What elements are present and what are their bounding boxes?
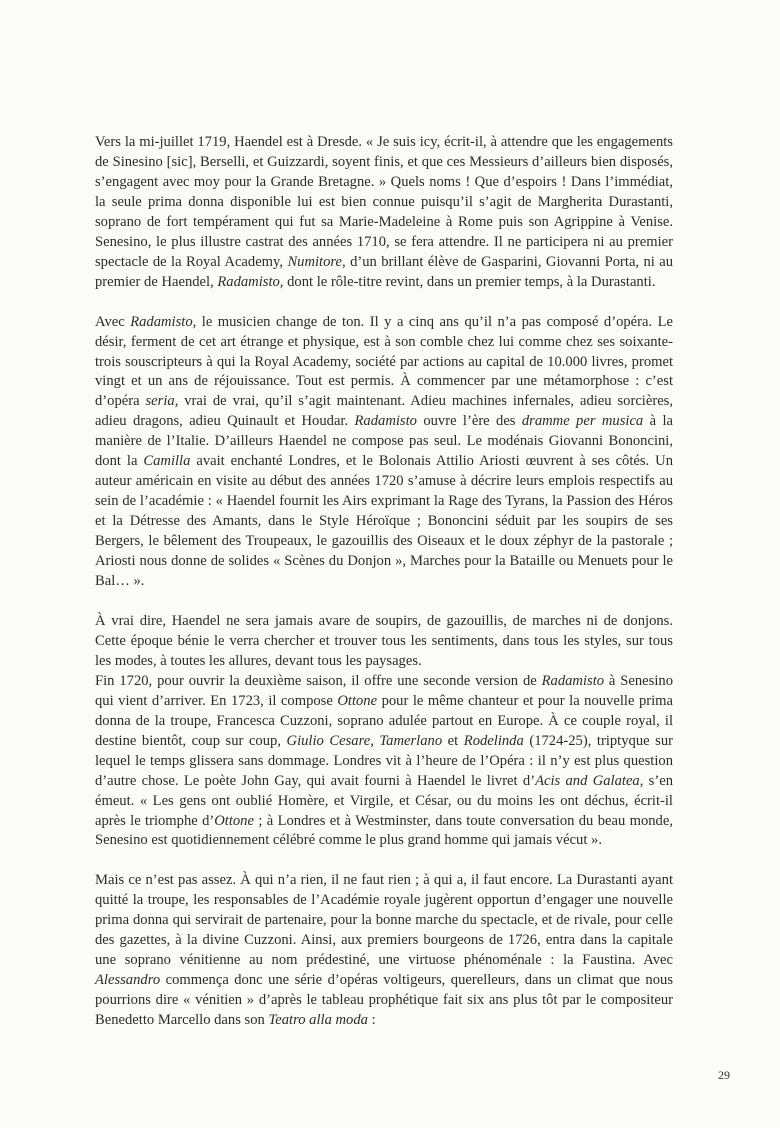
page-number: 29 [718, 1068, 730, 1082]
text-run: : [367, 1012, 376, 1029]
italic-title: dramme per musica [521, 413, 644, 430]
paragraph-p2 [95, 313, 673, 592]
text-run: Avec [95, 313, 131, 330]
italic-title: Teatro alla moda [268, 1012, 368, 1029]
text-run: Mais ce n’est pas assez. À qui n’a rien, il ne faut rien ; à qui a, il faut encore. La Durastanti ayant quitté la troupe, les responsables de l’Académie royale jugèrent opportun d’engager une nouvelle prima donna qui servirait de partenaire, pour la bonne marche du spectacle, et de rivale, pour celle des gazettes, à la divine Cuzzoni. Ainsi, aux premiers bourgeons de 1726, entra dans la capitale une soprano vénitienne au nom prédestiné, une virtuose phénoménale : la Faustina. Avec [95, 872, 673, 969]
text-run: d’un brillant élève de Gasparini, Giovanni Porta, ni au premier de Haendel, [95, 253, 673, 290]
italic-title: Alessandro [95, 972, 161, 989]
italic-title: Ottone [214, 812, 254, 829]
italic-title: Radamisto, [130, 313, 197, 330]
italic-title: Ottone [337, 692, 378, 709]
text-run: vrai de vrai, qu’il s’agit maintenant. Adieu machines infernales, adieu sorcières, adieu dragons, adieu Quinault et Houdar. [95, 393, 674, 430]
text-run: (1724-25), triptyque sur lequel le temps glissera sans dommage. Londres vit à l’heure de l’Opéra : il n’y est plus question d’autre chose. Le poète John Gay, qui avait fourni à Haendel le livret d’ [95, 732, 673, 789]
text-run: Fin 1720, pour ouvrir la deuxième saison, il offre une seconde version de [95, 672, 542, 689]
italic-title: Radamisto [541, 672, 605, 689]
text-run: ; à Londres et à Westminster, dans toute conversation du beau monde, Senesino est quotidiennement célébré comme le plus grand homme qui jamais vécut ». [95, 812, 673, 849]
italic-title: seria, [145, 393, 179, 410]
italic-title: Giulio Cesare, Tamerlano [286, 732, 443, 749]
italic-title: Acis and Galatea, [535, 772, 644, 789]
paragraph-p4 [95, 672, 673, 852]
italic-title: Radamisto, [217, 273, 284, 290]
italic-title: Camilla [143, 453, 191, 470]
text-run: dont le rôle-titre revint, dans un premier temps, à la Durastanti. [283, 273, 656, 290]
text-run: commença donc une série d’opéras voltigeurs, querelleurs, dans un climat que nous pourrions dire « vénitien » d’après le tableau prophétique fait six ans plus tôt par le compositeur Benedetto Marcello dans son [95, 972, 673, 1029]
text-run: et [442, 732, 464, 749]
body-text [95, 133, 673, 1031]
paragraph-p1 [95, 133, 673, 293]
italic-title: Numitore, [287, 253, 346, 270]
text-run: Vers la mi-juillet 1719, Haendel est à Dresde. « Je suis icy, écrit-il, à attendre que les engagements de Sinesino [sic], Berselli, et Guizzardi, soyent finis, et que ces Messieurs d’ailleurs bien disposés, s’engagent avec moy pour la Grande Bretagne. » Quels noms ! Que d’espoirs ! Dans l’immédiat, la seule prima donna disponible lui est bien connue puisqu’il s’agit de Margherita Durastanti, soprano de fort tempérament qui fut sa Marie-Madeleine à Rome puis son Agrippine à Venise. Senesino, le plus illustre castrat des années 1710, se fera attendre. Il ne participera ni au premier spectacle de la Royal Academy, [95, 134, 673, 270]
text-run: À vrai dire, Haendel ne sera jamais avare de soupirs, de gazouillis, de marches ni de donjons. Cette époque bénie le verra chercher et trouver tous les sentiments, dans tous les styles, sur tous les modes, à toutes les allures, devant tous les paysages. [95, 612, 673, 669]
text-run: à Senesino qui vient d’arriver. En 1723, il compose [95, 672, 673, 709]
italic-title: Rodelinda [463, 732, 524, 749]
text-run: ouvre l’ère des [416, 413, 522, 430]
italic-title: Radamisto [354, 413, 417, 430]
paragraph-p5 [95, 871, 673, 1031]
text-run: avait enchanté Londres, et le Bolonais Attilio Ariosti œuvrent à ses côtés. Un auteur américain en visite au début des années 1720 s’amuse à décrire leurs emplois respectifs au sein de l’académie : « Haendel fournit les Airs exprimant la Rage des Tyrans, la Passion des Héros et la Détresse des Amants, dans le Style Héroïque ; Bononcini séduit par les soupirs de ses Bergers, le bêlement des Troupeaux, le gazouillis des Oiseaux et le doux zéphyr de la pastorale ; Ariosti nous donne de solides « Scènes du Donjon », Marches pour la Bataille ou Menuets pour le Bal… ». [95, 453, 673, 590]
text-run: à la manière de l’Italie. D’ailleurs Haendel ne compose pas seul. Le modénais Giovanni Bononcini, dont la [95, 413, 673, 470]
text-run: le musicien change de ton. Il y a cinq ans qu’il n’a pas composé d’opéra. Le désir, ferment de cet art étrange et physique, est à son comble chez lui comme chez ses soixante-trois souscripteurs à qui la Royal Academy, société par actions au capital de 10.000 livres, promet vingt et un ans de réjouissance. Tout est permis. À commencer par une métamorphose : c’est d’opéra [95, 313, 674, 410]
text-run: pour le même chanteur et pour la nouvelle prima donna de la troupe, Francesca Cuzzoni, soprano adulée partout en Europe. À ce couple royal, il destine bientôt, coup sur coup, [95, 692, 673, 749]
paragraph-p3 [95, 612, 673, 672]
text-run: s’en émeut. « Les gens ont oublié Homère, et Virgile, et César, ou du moins les ont déchus, écrit-il après le triomphe d’ [95, 772, 673, 829]
